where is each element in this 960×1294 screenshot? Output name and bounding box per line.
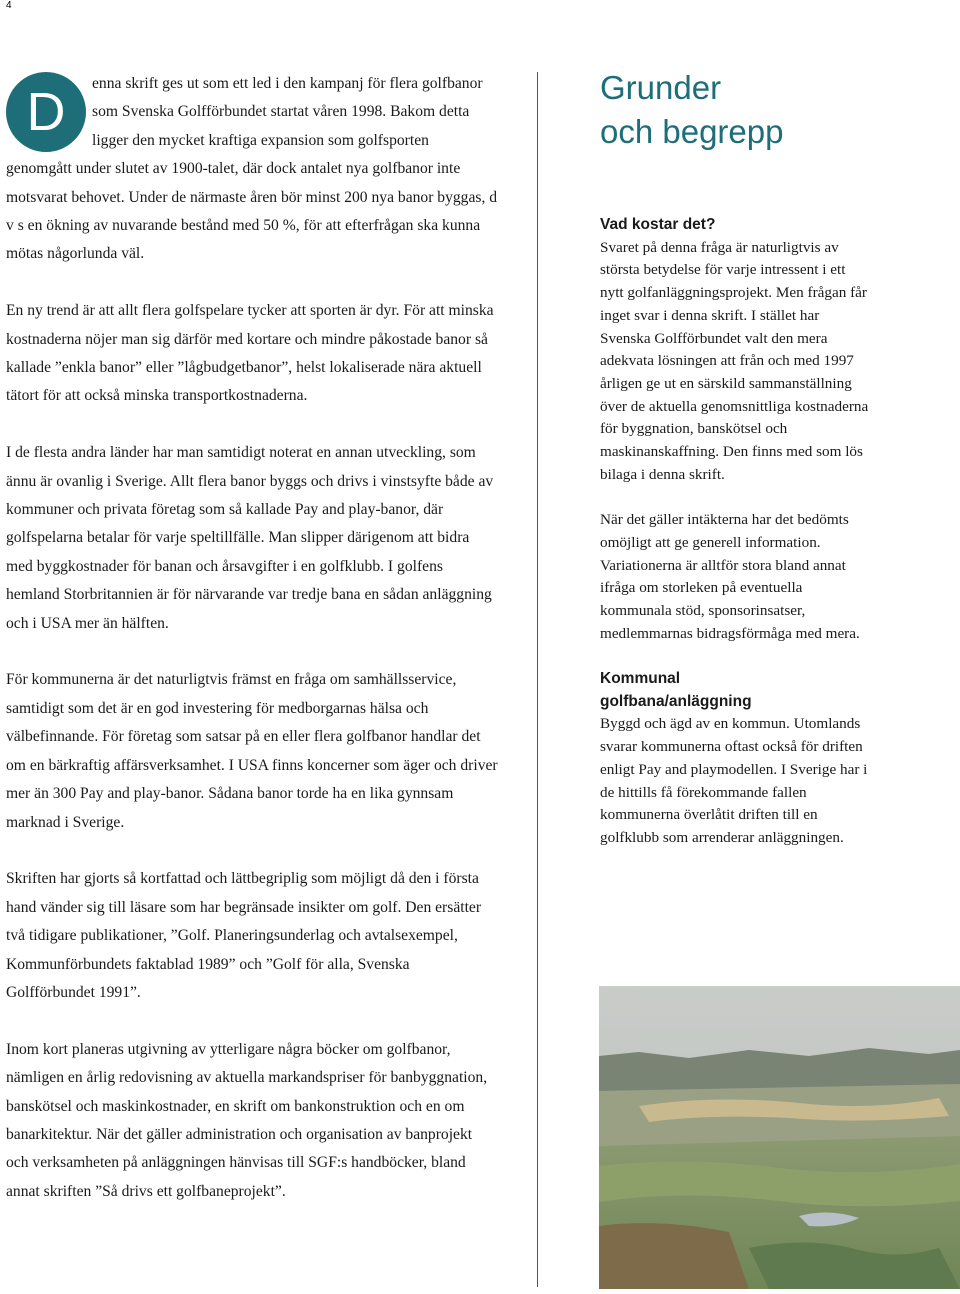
section-heading-municipal (600, 668, 870, 713)
paragraph-trend: En ny trend är att allt flera golfspelare tycker att sporten är dyr. För att minska kostnaderna nöjer man sig därför med kortare och mindre påkostade banor så kallade ”enkla banor” eller ”lågbudgetbanor”, helst lokaliserade nära aktuell tätort för att också minska transportkostnaderna. (6, 302, 494, 405)
paragraph-upcoming: Inom kort planeras utgivning av ytterligare några böcker om golfbanor, nämligen en årlig redovisning av aktuella markandspriser för banbyggnation, banskötsel och maskinkostnader, en skrift om bankonstruktion och en om banarkitektur. När det gäller administration och organisation av banprojekt och verksamheten på anläggningen hänvisas till SGF:s handböcker, bland annat skriften ”Så drivs ett golfbaneprojekt”. (6, 1040, 488, 1200)
golf-course-illustration (599, 986, 960, 1289)
main-text-column (6, 70, 498, 1235)
intro-paragraph (6, 70, 498, 269)
sidebar-title (600, 66, 870, 154)
section-municipal-paragraph: Byggd och ägd av en kommun. Utomlands svarar kommunerna oftast också för driften enligt Pay and playmodellen. I Sverige har i de hittills få förekommande fallen kommunerna överlåtit driften till en golfklubb som arrenderar anläggningen. (600, 715, 868, 846)
paragraph-municipalities: För kommunerna är det naturligtvis främst en fråga om samhällsservice, samtidigt som det är en god investering för medborgarnas hälsa och välbefinnande. För företag som satsar på en eller flera golfbanor handlar det om en bärkraftig affärsverksamhet. I USA finns koncerner som äger och driver mer än 300 Pay and play-banor. Sådana banor torde ha en lika gynnsam marknad i Sverige. (6, 671, 498, 831)
section-heading-municipal-line2: golfbana/anläggning (600, 692, 752, 710)
sidebar-spacer (600, 154, 870, 214)
sidebar-title-line2: och begrepp (600, 113, 784, 150)
page-number: 4 (6, 0, 12, 11)
section-heading-municipal-line1: Kommunal (600, 670, 681, 688)
section-cost-paragraph-2: När det gäller intäkterna har det bedömts omöjligt att ge generell information. Variationerna är alltför stora bland annat ifråga om storleken på eventuella kommunala stöd, sponsorinsatser, medlemmarnas bidragsförmåga med mera. (600, 511, 860, 642)
foreground-rough (599, 1223, 749, 1289)
sidebar-title-line1: Grunder (600, 69, 722, 106)
paragraph-scope: Skriften har gjorts så kortfattad och lättbegriplig som möjligt då den i första hand vänder sig till läsare som har begränsade insikter om golf. Den ersätter två tidigare publikationer, ”Golf. Planeringsunderlag och avtalsexempel, Kommunförbundets faktablad 1989” och ”Golf för alla, Svenska Golfförbundet 1991”. (6, 870, 482, 1001)
paragraph-other-countries: I de flesta andra länder har man samtidigt noterat en annan utveckling, som ännu är ovanlig i Sverige. Allt flera banor byggs och drivs i vinstsyfte både av kommuner och privata företag som så kallade Pay and play-banor, där golfspelarna betalar för varje speltillfälle. Man slipper därigenom att bidra med byggkostnader för banan och årsavgifter i en golfklubb. I golfens hemland Storbritannien är för närvarande var tredje bana en sådan anläggning och i USA mer än hälften. (6, 444, 494, 632)
column-divider (537, 72, 538, 1287)
dropcap-letter: D (6, 72, 86, 152)
intro-text: enna skrift ges ut som ett led i den kampanj för flera golfbanor som Svenska Golfförbundet startat våren 1998. Bakom detta ligger den mycket kraftiga expansion som golfsporten genomgått under slutet av 1900-talet, där dock antalet nya golfbanor inte motsvarat behovet. Under de närmaste åren bör minst 200 nya banor byggas, d v s en ökning av nuvarande bestånd med 50 %, för att efterfrågan ska kunna mötas någorlunda väl. (6, 75, 498, 263)
section-heading-cost: Vad kostar det? (600, 216, 716, 233)
sidebar-column (600, 66, 870, 872)
golf-course-photo (599, 986, 960, 1289)
section-cost-paragraph-1: Svaret på denna fråga är naturligtvis av största betydelse för varje intressent i ett nytt golfanläggningsprojekt. Men frågan får inget svar i denna skrift. I stället har Svenska Golfförbundet valt den mera adekvata lösningen att från och med 1997 årligen ge ut en särskild sammanställning över de aktuella genomsnittliga kostnaderna för byggnation, banskötsel och maskinanskaffning. Den finns med som lös bilaga i denna skrift. (600, 238, 869, 483)
